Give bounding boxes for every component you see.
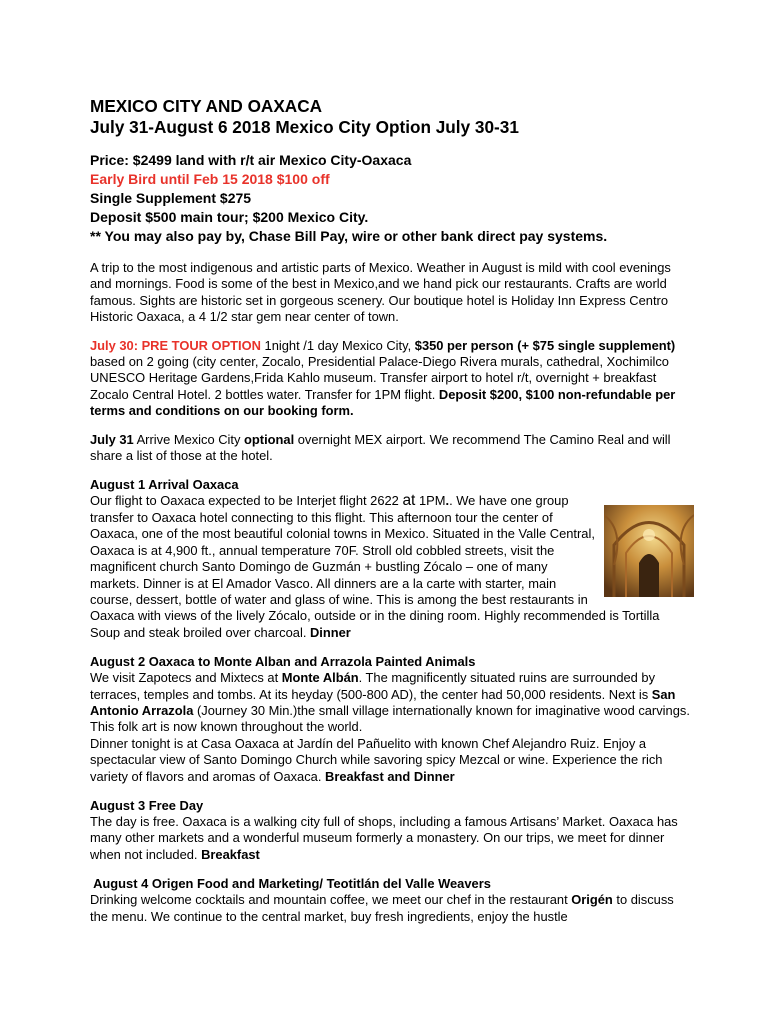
page-title	[90, 96, 690, 138]
july31-label: July 31	[90, 431, 134, 447]
day-description: The day is free. Oaxaca is a walking city full of shops, including a famous Artisans’ Market. Oaxaca has many other markets and a wonderful museum formerly a monastery. On our trips, we meet for dinner when not included. Breakfast	[90, 813, 678, 862]
day-description: We visit Zapotecs and Mixtecs at Monte Albán. The magnificently situated ruins are surrounded by terraces, temples and tombs. At its heyday (500-800 AD), the center had 50,000 residents. Next is San Antonio Arrazola (Journey 30 Min.)the small village internationally known for imaginative wood carvings. This folk art is now known throughout the world. Dinner tonight is at Casa Oaxaca at Jardín del Pañuelito with known Chef Alejandro Ruiz. Enjoy a spectacular view of Santo Domingo Church while savoring spicy Mezcal or wine. Experience the rich variety of flavors and aromas of Oaxaca. Breakfast and Dinner	[90, 670, 690, 784]
meal-label: Dinner	[310, 624, 351, 640]
meal-label: Breakfast	[201, 846, 260, 862]
day-heading: August 2 Oaxaca to Monte Alban and Arrazola Painted Animals	[90, 654, 476, 670]
july31-paragraph: July 31 Arrive Mexico City optional overnight MEX airport. We recommend The Camino Real and will share a list of those at the hotel.	[90, 431, 671, 464]
early-bird-line: Early Bird until Feb 15 2018 $100 off	[90, 171, 330, 187]
meal-label: Breakfast and Dinner	[325, 768, 455, 784]
day-august-3	[90, 797, 690, 863]
church-interior-photo	[604, 505, 694, 597]
pretour-deposit: Deposit $200, $100 non-refundable per terms and conditions on our booking form.	[90, 386, 676, 419]
title-line-1: MEXICO CITY AND OAXACA	[90, 96, 323, 116]
pretour-paragraph: July 30: PRE TOUR OPTION 1night /1 day Mexico City, $350 per person (+ $75 single supplement) based on 2 going (city center, Zocalo, Presidential Palace-Diego Rivera murals, cathedral, Xochimilco UNESCO Heritage Gardens,Frida Kahlo museum. Transfer airport to hotel r/t, overnight + breakfast Zocalo Central Hotel. 2 bottles water. Transfer for 1PM flight. Deposit $200, $100 non-refundable per terms and conditions on our booking form.	[90, 337, 676, 419]
day-description: Our flight to Oaxaca expected to be Interjet flight 2622 at 1PM.. We have one group transfer to Oaxaca hotel connecting to this flight. This afternoon tour the center of Oaxaca, one of the most beautiful colonial towns in Mexico. Situated in the Valle Central, Oaxaca is at 4,900 ft., annual temperature 70F. Stroll old cobbled streets, visit the magnificent church Santo Domingo de Guzmán + bustling Zócalo – one of many markets. Dinner is at El Amador Vasco. All dinners are a la carte with starter, main course, dessert, bottle of water and glass of wine. This is among the best restaurants in Oaxaca with views of the lively Zócalo, outside or in the dining room. Highly recommended is Tortilla Soup and steak broiled over charcoal. Dinner	[90, 493, 690, 641]
price-block	[90, 151, 690, 246]
title-line-2: July 31-August 6 2018 Mexico City Option July 30-31	[90, 117, 519, 137]
payment-line: ** You may also pay by, Chase Bill Pay, wire or other bank direct pay systems.	[90, 228, 608, 244]
price-line: Price: $2499 land with r/t air Mexico City-Oaxaca	[90, 152, 412, 168]
document-page	[90, 96, 690, 925]
pretour-label: July 30: PRE TOUR OPTION	[90, 337, 261, 353]
day-heading: August 3 Free Day	[90, 797, 204, 813]
day-heading: August 1 Arrival Oaxaca	[90, 477, 239, 493]
deposit-line: Deposit $500 main tour; $200 Mexico City.	[90, 209, 369, 225]
day-description: Drinking welcome cocktails and mountain coffee, we meet our chef in the restaurant Origén to discuss the menu. We continue to the central market, buy fresh ingredients, enjoy the hustle	[90, 892, 674, 924]
day-heading: August 4 Origen Food and Marketing/ Teotitlán del Valle Weavers	[90, 876, 491, 892]
day-august-2	[90, 653, 690, 785]
single-supplement-line: Single Supplement $275	[90, 190, 252, 206]
day-august-1	[90, 476, 690, 641]
pretour-price: $350 per person (+ $75 single supplement)	[414, 337, 676, 353]
day-august-4	[90, 875, 690, 925]
intro-paragraph: A trip to the most indigenous and artistic parts of Mexico. Weather in August is mild with cool evenings and mornings. Food is some of the best in Mexico,and we hand pick our restaurants. Crafts are world famous. Sights are historic set in gorgeous scenery. Our boutique hotel is Holiday Inn Express Centro Historic Oaxaca, a 4 1/2 star gem near center of town.	[90, 260, 671, 325]
